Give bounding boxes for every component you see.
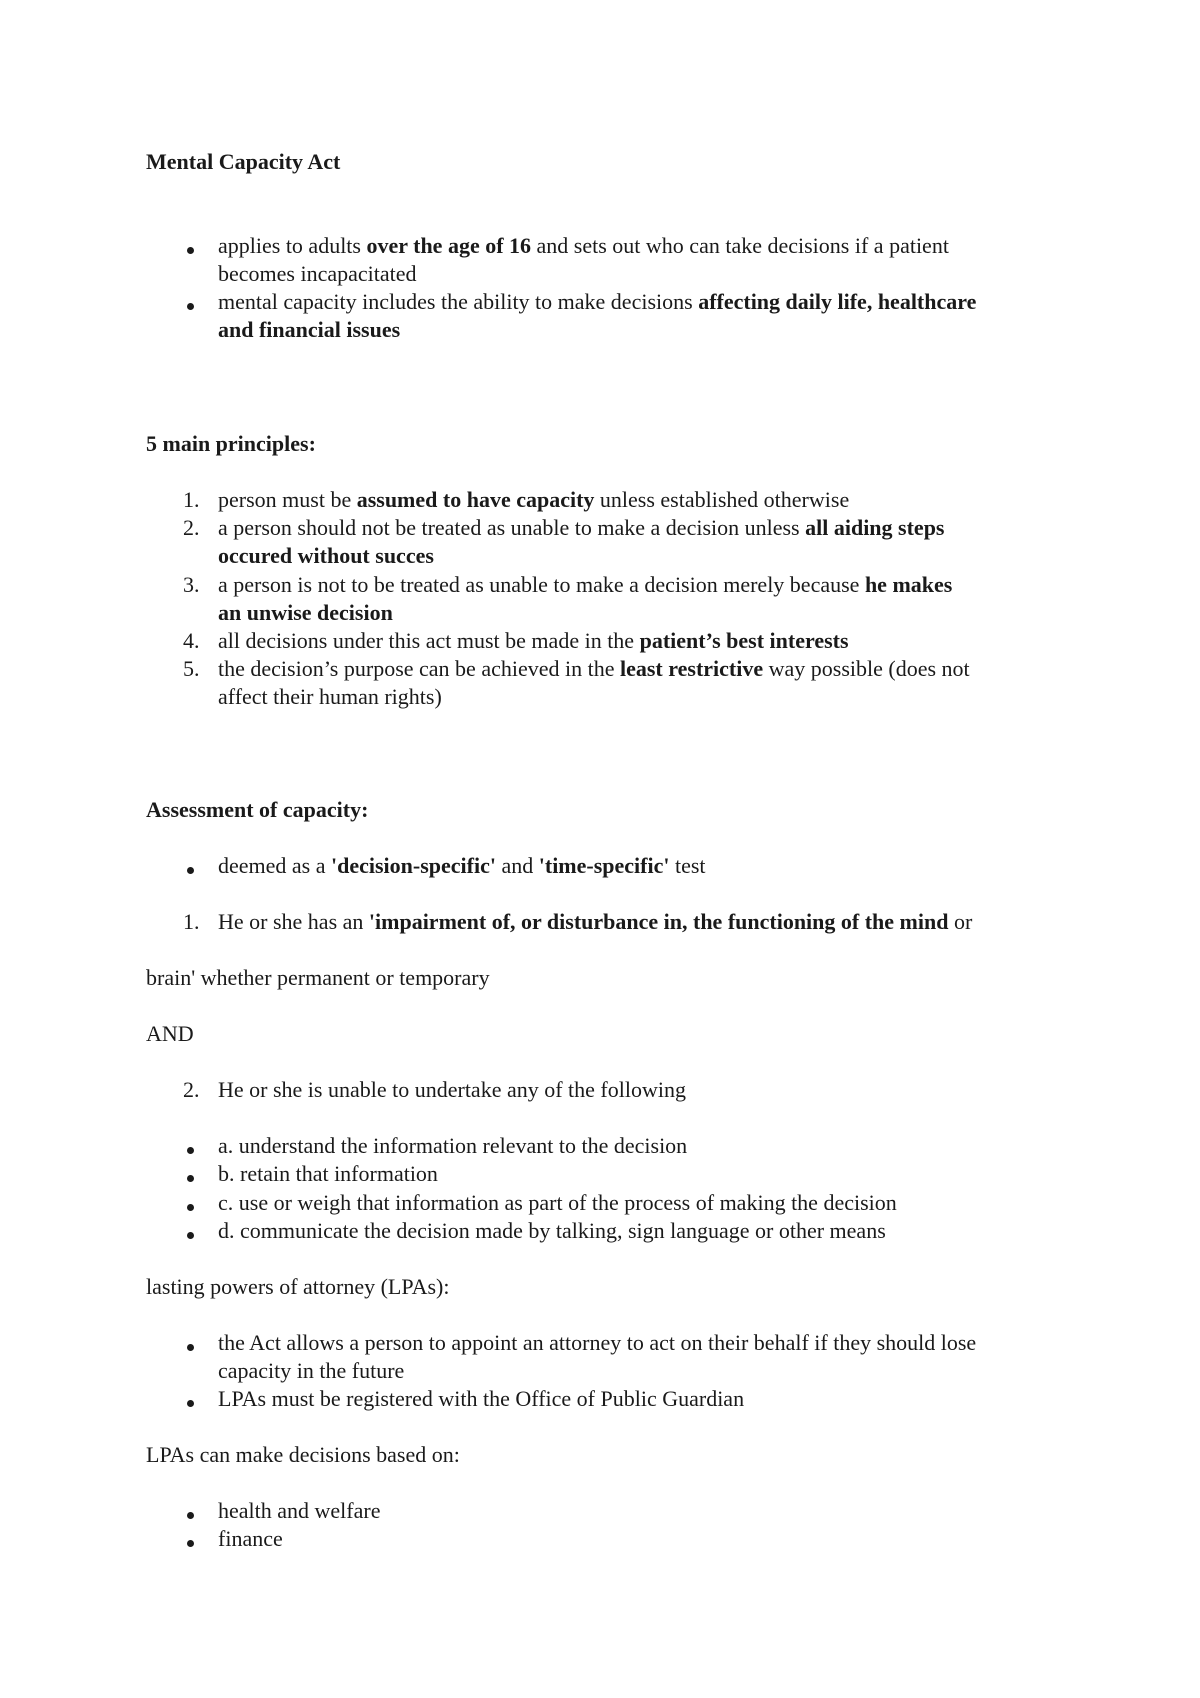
bullet-marker bbox=[187, 1204, 194, 1211]
bullet-marker bbox=[187, 1400, 194, 1407]
lpa-decision-2: finance bbox=[218, 1526, 283, 1551]
list-number: 2. bbox=[183, 515, 200, 540]
principle-4: all decisions under this act must be made in the patient’s best interests bbox=[218, 628, 849, 653]
bullet-marker bbox=[187, 1344, 194, 1351]
list-number: 3. bbox=[183, 572, 200, 597]
sub-bullet-b: b. retain that information bbox=[218, 1161, 438, 1186]
list-number: 1. bbox=[183, 909, 200, 934]
lpa-heading: lasting powers of attorney (LPAs): bbox=[146, 1274, 450, 1299]
bullet-marker bbox=[187, 303, 194, 310]
and-connector: AND bbox=[146, 1021, 194, 1046]
list-number: 5. bbox=[183, 656, 200, 681]
principle-3-line-1: a person is not to be treated as unable to make a decision merely because he makes bbox=[218, 572, 953, 597]
intro-bullet-1-line-2: becomes incapacitated bbox=[218, 261, 417, 286]
bullet-marker bbox=[187, 247, 194, 254]
principles-heading: 5 main principles: bbox=[146, 431, 316, 456]
principle-1: person must be assumed to have capacity unless established otherwise bbox=[218, 487, 850, 512]
lpa-decisions-heading: LPAs can make decisions based on: bbox=[146, 1442, 460, 1467]
assessment-continuation: brain' whether permanent or temporary bbox=[146, 965, 490, 990]
intro-bullet-1-line-1: applies to adults over the age of 16 and sets out who can take decisions if a patient bbox=[218, 233, 949, 258]
principle-3-line-2: an unwise decision bbox=[218, 600, 393, 625]
principle-5-line-2: affect their human rights) bbox=[218, 684, 442, 709]
lpa-bullet-1-line-1: the Act allows a person to appoint an attorney to act on their behalf if they should lose bbox=[218, 1330, 977, 1355]
intro-bullet-2-line-1: mental capacity includes the ability to make decisions affecting daily life, healthcare bbox=[218, 289, 977, 314]
bullet-marker bbox=[187, 1175, 194, 1182]
bullet-marker bbox=[187, 1232, 194, 1239]
principle-2-line-2: occured without succes bbox=[218, 543, 434, 568]
assessment-heading: Assessment of capacity: bbox=[146, 797, 369, 822]
bullet-marker bbox=[187, 1147, 194, 1154]
sub-bullet-c: c. use or weigh that information as part of the process of making the decision bbox=[218, 1190, 897, 1215]
sub-bullet-d: d. communicate the decision made by talking, sign language or other means bbox=[218, 1218, 886, 1243]
assessment-item-1: He or she has an 'impairment of, or disturbance in, the functioning of the mind or bbox=[218, 909, 973, 934]
principle-5-line-1: the decision’s purpose can be achieved in the least restrictive way possible (does not bbox=[218, 656, 970, 681]
lpa-bullet-2: LPAs must be registered with the Office of Public Guardian bbox=[218, 1386, 745, 1411]
list-number: 2. bbox=[183, 1077, 200, 1102]
bullet-marker bbox=[187, 1512, 194, 1519]
document-title: Mental Capacity Act bbox=[146, 149, 341, 174]
intro-bullet-2-line-2: and financial issues bbox=[218, 317, 401, 342]
lpa-decision-1: health and welfare bbox=[218, 1498, 381, 1523]
list-number: 4. bbox=[183, 628, 200, 653]
bullet-marker bbox=[187, 867, 194, 874]
sub-bullet-a: a. understand the information relevant to the decision bbox=[218, 1133, 688, 1158]
lpa-bullet-1-line-2: capacity in the future bbox=[218, 1358, 405, 1383]
bullet-marker bbox=[187, 1540, 194, 1547]
list-number: 1. bbox=[183, 487, 200, 512]
assessment-bullet: deemed as a 'decision-specific' and 'time-specific' test bbox=[218, 853, 706, 878]
assessment-item-2: He or she is unable to undertake any of the following bbox=[218, 1077, 686, 1102]
principle-2-line-1: a person should not be treated as unable to make a decision unless all aiding steps bbox=[218, 515, 945, 540]
